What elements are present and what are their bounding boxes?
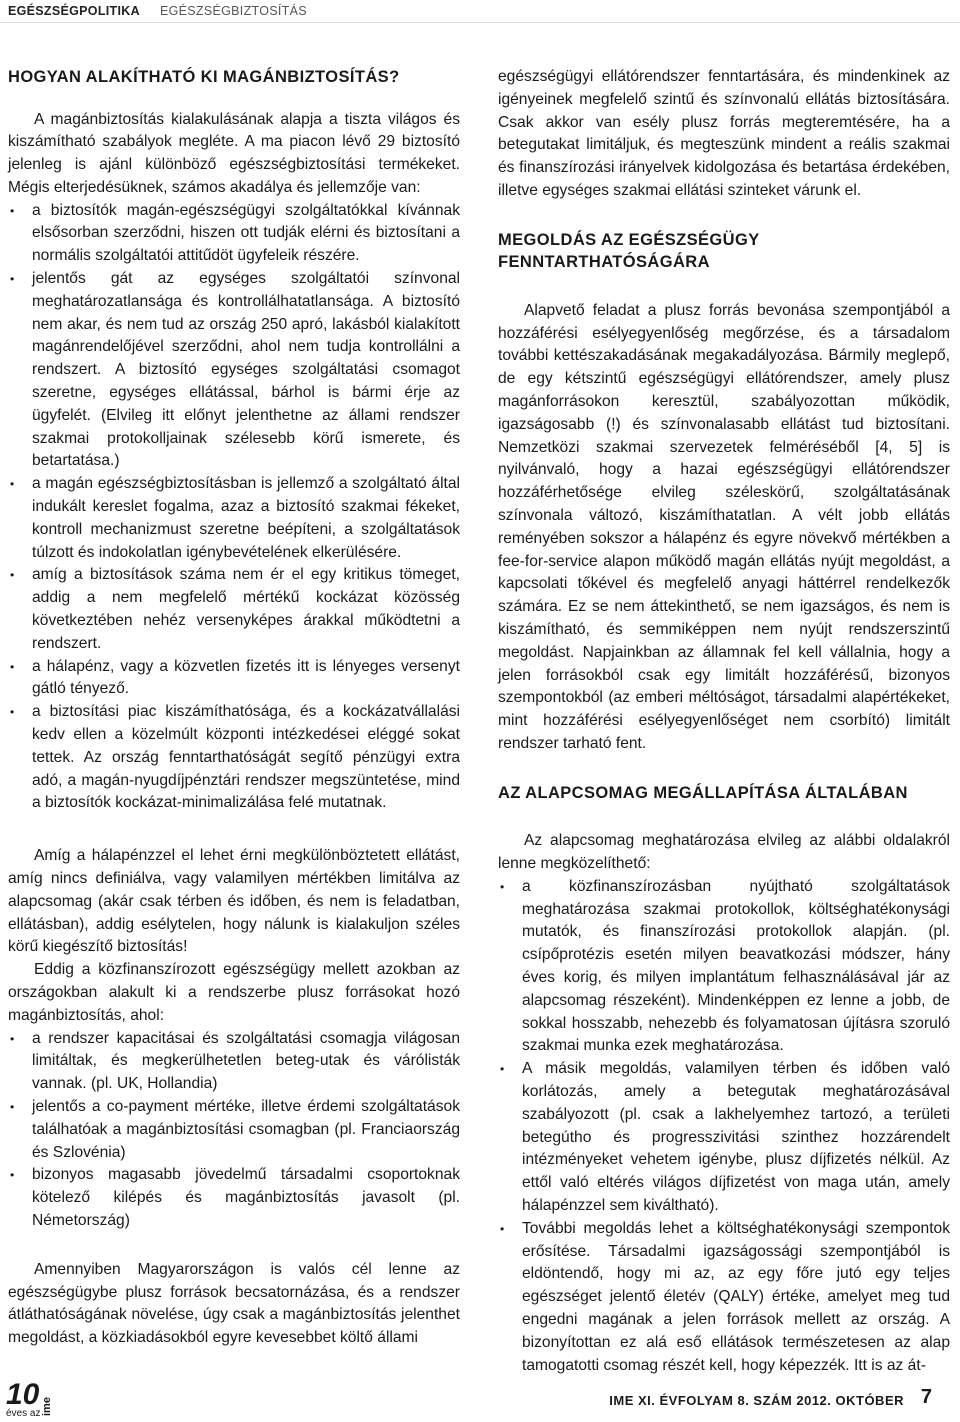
logo-brand: ime	[41, 1397, 53, 1416]
list-item: • a magán egészségbiztosításban is jellemző a szolgáltató által indukált kereslet fogalma, azaz a biztosító szakmai fékeket, kontroll mechanizmust szeretne beépíteni, a szolgáltatások túlzott és indokolatlan igénybevételének elkerülésére.	[8, 473, 460, 564]
section-label: EGÉSZSÉGPOLITIKA	[8, 4, 140, 18]
list-item: • A másik megoldás, valamilyen térben és időben való korlátozás, amely a betegutak meghatározásával szabályozott (pl. csak a lakhelyemhez tartozó, a területi betegútho és progresszivitási szinthez hozzárendelt intézményeket vehetem igénybe, plusz díjfizetés nélkül. Az ettől való eltérés világos díjfizetést von maga után, amely hálapénzzel sem kiváltható).	[498, 1058, 950, 1218]
running-header	[0, 0, 960, 23]
obstacles-list	[8, 200, 460, 816]
heading-sustainability: MEGOLDÁS AZ EGÉSZSÉGÜGY FENNTARTHATÓSÁGÁRA	[498, 230, 760, 272]
list-item: • További megoldás lehet a költséghatékonysági szempontok erősítése. Társadalmi igazságossági szempontjából is eldöntendő, hogy mi az, az egy főre jutó egy teljes egészséget jelentő életév (QALY) értéke, amelyet meg tud engedni magának a jelen források mellett az ország. A bizonyítottan ez alá eső ellátások természetesen az alap tamogatotti csomag részét kell, hogy képezzék. Itt is az át-	[498, 1218, 950, 1378]
continued-paragraph: egészségügyi ellátórendszer fenntartására, és mindenkinek az igényeinek megfelelő szintű és színvonalú ellátás biztosítására. Csak akkor van esély plusz forrás megteremtésére, ha a betegutakat limitáljuk, és megteszünk mindent a reális szakmai és finanszírozási irányelvek kidolgozása és betartása érdekében, illetve egységes szakmai ellátási szinteket várunk el.	[498, 68, 950, 199]
right-column	[498, 66, 950, 1377]
list-item: • jelentős gát az egységes szolgáltatói színvonal meghatározatlansága és kontrollálhatatlansága. A biztosító nem akar, és nem tud az ország 250 apró, lakásból kialakított magánrendelőjével szerződni, ahol nem tudja kontrollálni a rendszert. A biztosító egységes szolgáltatási csomagot szeretne, egységes ellátással, bárhol is bármi érje az ügyfelét. (Elvileg itt előnyt jelenthetne az állami rendszer szakmai protokolljainak szélesebb körű ismerete, és betartatása.)	[8, 268, 460, 473]
heading-basic-package: AZ ALAPCSOMAG MEGÁLLAPÍTÁSA ÁLTALÁBAN	[498, 783, 908, 802]
list-item: • a biztosítók magán-egészségügyi szolgáltatókkal kívánnak elsősorban szerződni, hiszen ott tudják elérni és biztosítani a normális szolgáltatói attitűdöt ügyfeleik részére.	[8, 200, 460, 268]
logo-number: 10	[6, 1378, 40, 1411]
page-number: 7	[920, 1386, 932, 1408]
issue-info: IME XI. ÉVFOLYAM 8. SZÁM 2012. OKTÓBER	[609, 1393, 904, 1408]
paragraph: Amennyiben Magyarországon is valós cél lenne az egészségügybe plusz források becsatornázása, és a rendszer átláthatóságának növelése, úgy csak a magánbiztosítás jelenthet megoldást, a közkiadásokból egyre kevesebbet költő állami	[8, 1260, 460, 1347]
list-item: • a közfinanszírozásban nyújtható szolgáltatások meghatározása szakmai protokollok, költséghatékonysági mutatók, és finanszírozási protokollok alapján. (pl. csípőprotézis esetén milyen beavatkozási módszer, hány éves korig, és milyen implantátum felhasználásával jár az alapcsomag részeként). Mindenképpen ez lenne a jobb, de sokkal hosszabb, nehezebb és folyamatosan újításra szoruló szakmai munka ezek meghatározása.	[498, 876, 950, 1058]
list-item: • a biztosítási piac kiszámíthatósága, és a kockázatvállalási kedv ellen a közelmúlt központi intézkedései eléggé sokat tettek. Az ország fenntarthatóságát segítő pénzügyi extra adó, a magán-nyugdíjpénztári rendszer megszüntetése, mind a biztosítók kockázat-minimalizálása felé mutatnak.	[8, 701, 460, 815]
paragraph: Eddig a közfinanszírozott egészségügy mellett azokban az országokban alakult ki a rendszerbe plusz forrásokat hozó magánbiztosítás, ahol:	[8, 961, 460, 1024]
paragraph: Az alapcsomag meghatározása elvileg az alábbi oldalakról lenne megközelíthető:	[498, 832, 950, 873]
subsection-label: EGÉSZSÉGBIZTOSÍTÁS	[160, 4, 307, 18]
intro-paragraph: A magánbiztosítás kialakulásának alapja a tiszta világos és kiszámítható szabályok megléte. A ma piacon lévő 29 biztosító jelenleg is ajánl különböző egészségbiztosítási termékeket. Mégis elterjedésüknek, számos akadálya és jellemzője van:	[8, 110, 460, 196]
list-item: • a hálapénz, vagy a közvetlen fizetés itt is lényeges versenyt gátló tényező.	[8, 656, 460, 702]
list-item: • amíg a biztosítások száma nem ér el egy kritikus tömeget, addig a nem megfelelő mértékű kockázat közösség következtében nehéz versenyképes árakkal működtetni a rendszert.	[8, 564, 460, 655]
list-item: • bizonyos magasabb jövedelmű társadalmi csoportoknak kötelező kilépés és magánbiztosítás javasolt (pl. Németország)	[8, 1164, 460, 1232]
paragraph: Amíg a hálapénzzel el lehet érni megkülönböztetett ellátást, amíg nincs definiálva, vagy valamilyen mértékben limitálva az alapcsomag (akár csak térben és időben, és nem is feladatban, ellátásban), addig esélytelen, hogy nálunk is kialakuljon széles körű kiegészítő biztosítás!	[8, 847, 460, 956]
anniversary-logo	[4, 1374, 66, 1418]
list-item: • a rendszer kapacitásai és szolgáltatási csomagja világosan limitáltak, és megkerülhetetlen beteg-utak és várólisták vannak. (pl. UK, Hollandia)	[8, 1028, 460, 1096]
countries-list	[8, 1028, 460, 1233]
left-column	[8, 66, 460, 1350]
heading-private-insurance: HOGYAN ALAKÍTHATÓ KI MAGÁNBIZTOSÍTÁS?	[8, 68, 400, 86]
list-item: • jelentős a co-payment mértéke, illetve érdemi szolgáltatások találhatóak a magánbiztosítási csomagban (pl. Franciaország és Szlovénia)	[8, 1096, 460, 1164]
logo-caption: éves az	[6, 1408, 41, 1418]
basic-package-list	[498, 876, 950, 1378]
paragraph: Alapvető feladat a plusz forrás bevonása szempontjából a hozzáférési esélyegyenlőség megőrzése, és a társadalom további kettészakadásának megakadályozása. Bármily meglepő, de egy kétszintű egészségügyi ellátórendszer, amely plusz magánforrásokon keresztül, szabályozottan működik, igazságosabb (!) és színvonalasabb ellátást tud biztosítani. Nemzetközi szakmai szervezetek felméréséből [4, 5] is nyilvánvaló, hogy a hazai egészségügyi ellátórendszer hozzáférhetősége elvileg széleskörű, szolgáltatásának színvonala változó, kiszámíthatatlan. A vélt jobb ellátás reményében sokszor a hálapénz és egyre növekvő mértékben a fee-for-service alapon működő magán ellátás nyújt megoldást, a kapcsolati tőkével és megfelelő anyagi háttérrel rendelkezők számára. Ez se nem áttekinthető, se nem igazságos, és nem is kiszámítható, és semmiképpen nem nyújt rendszerszintű megoldást. Napjainkban az államnak fel kell vállalnia, hogy a jelen forrásokból csak egy limitált hozzáférésű, bizonyos szempontokból (az emberi méltóságot, társadalmi alapértékeket, mint hozzáférési esélyegyenlőséget nem csorbító) limitált rendszer tarható fent.	[498, 301, 950, 752]
